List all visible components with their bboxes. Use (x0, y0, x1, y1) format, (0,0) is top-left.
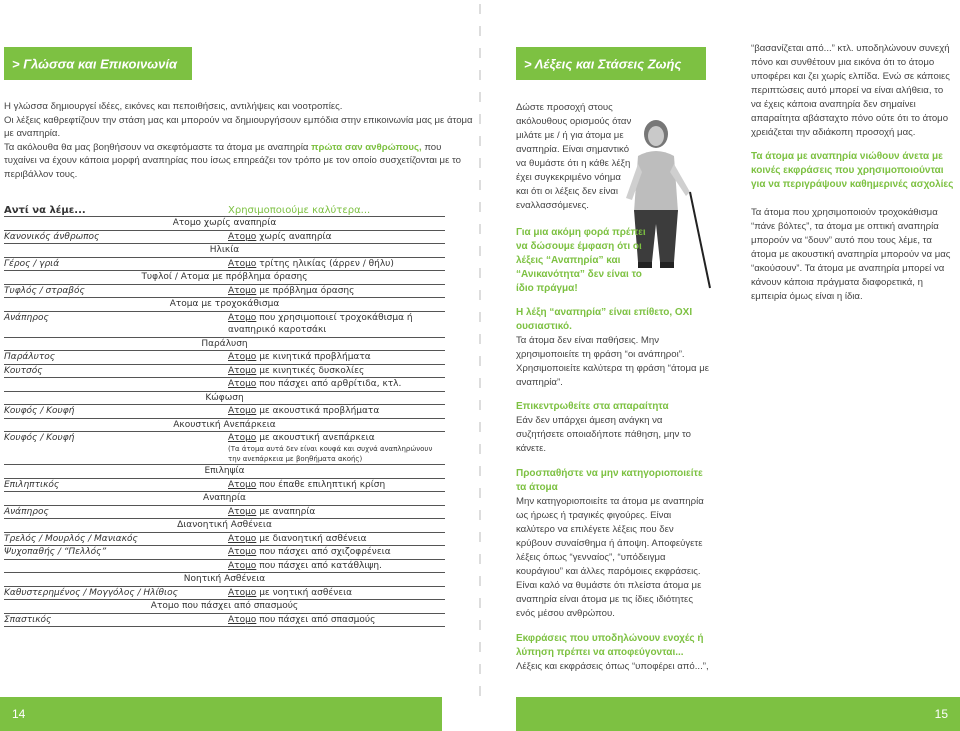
table-category: Επιληψία (4, 465, 445, 479)
table-row (4, 365, 445, 379)
preferred-term-rest: που πάσχει από σπασμούς (256, 614, 376, 625)
preferred-term-rest: με αναπηρία (256, 506, 316, 517)
preferred-term-rest: με ακουστική ανεπάρκεια (256, 433, 375, 443)
spine-dash (479, 598, 481, 608)
table-row (4, 231, 445, 245)
spine-dash (479, 334, 481, 344)
section-title: > Λέξεις και Στάσεις Ζωής (524, 56, 682, 71)
preferred-term (228, 432, 445, 464)
footer-bar-left (0, 697, 442, 731)
spine-dash (479, 378, 481, 388)
spine-dash (479, 48, 481, 58)
preferred-term-lead: Ατομο (228, 231, 257, 242)
preferred-term-lead: Ατομο (228, 406, 257, 416)
heading-no-categorize: Προσπαθήστε να μην κατηγοριοποιείτε τα άτομα (516, 468, 703, 493)
preferred-term-lead: Ατομο (228, 312, 257, 323)
section-title: > Γλώσσα και Επικοινωνία (12, 56, 178, 71)
spine-dash (479, 510, 481, 520)
intro-line-1: Η γλώσσα δημιουργεί ιδέες, εικόνες και πεποιθήσεις, αντιλήψεις και νοοτροπίες. (4, 101, 343, 112)
preferred-term (228, 587, 445, 600)
table-category: Νοητική Ασθένεια (4, 573, 445, 587)
paragraph-common-expressions: Τα άτομα που χρησιμοποιούν τροχοκάθισμα “πάνε βόλτες”, τα άτομα με οπτική αναπηρία μπορούν να “δουν” αυτό που τους λέμε, τα άτομα με ακουστική αναπηρία μπορούν να μας “ακούσουν”. Τα άτομα με αναπηρία μπορεί να κάνουν κάποια πράγματα διαφορετικά, η εμπειρία όμως είναι η ίδια. (751, 207, 951, 302)
section-header-language (4, 47, 192, 80)
preferred-term (228, 560, 445, 573)
spine-dash (479, 532, 481, 542)
table-row (4, 587, 445, 601)
preferred-term-lead: Ατομο (228, 614, 257, 625)
preferred-term-note: (Τα άτομα αυτά δεν είναι κουφά και συχνά αναπληρώνουν την ανεπάρκεια με βοηθήματα ακοής) (228, 445, 433, 463)
preferred-term-rest: που πάσχει από κατάθλιψη. (256, 560, 382, 571)
preferred-term-rest: με κινητικές δυσκολίες (256, 365, 365, 376)
spine-dash (479, 466, 481, 476)
table-category: Διανοητική Ασθένεια (4, 519, 445, 533)
preferred-term (228, 231, 445, 244)
intro-part: που τυχαίνει να έχουν κάποια μορφή αναπηρίας που ίσως επηρεάζει τον τρόπο με τον οποίο συσχετίζονται με το περιβάλλον τους. (4, 141, 462, 180)
preferred-term-lead: Ατομο (228, 506, 257, 517)
table-row (4, 312, 445, 338)
spine-dash (479, 92, 481, 102)
paragraph-avoid-pity: Λέξεις και εκφράσεις όπως “υποφέρει από...”, (516, 661, 709, 672)
preferred-term-lead: Ατομο (228, 547, 257, 557)
table-category: Ηλικία (4, 244, 445, 258)
spine-dash (479, 4, 481, 14)
intro-emphasis: πρώτα σαν ανθρώπους, (311, 141, 422, 153)
preferred-term (228, 506, 445, 519)
spine-dash (479, 488, 481, 498)
spine-dash (479, 576, 481, 586)
preferred-term (228, 378, 445, 391)
preferred-term-rest: που έπαθε επιληπτική κρίση (256, 479, 386, 490)
preferred-term-lead: Ατομο (228, 352, 257, 362)
spine-dash (479, 356, 481, 366)
intro-line-3 (4, 141, 474, 182)
heading-avoid-pity: Εκφράσεις που υποδηλώνουν ενοχές ή λύπηση πρέπει να αποφεύγονται... (516, 633, 704, 658)
term-to-avoid: Σπαστικός (4, 614, 52, 625)
intro-text (4, 100, 474, 181)
preferred-term (228, 285, 445, 298)
term-to-avoid (4, 378, 228, 391)
emphasis-heading-2: Η λέξη “αναπηρία” είναι επίθετο, ΟΧΙ ουσιαστικό. (516, 307, 693, 332)
spine-dash (479, 620, 481, 630)
preferred-term-lead: Ατομο (228, 560, 257, 571)
right-column-text (516, 226, 711, 674)
term-to-avoid: Ανάπηρος (4, 312, 49, 323)
heading-common-expressions: Τα άτομα με αναπηρία νιώθουν άνετα με κοινές εκφράσεις που χρησιμοποιούνται για να περιγράψουν καθημερινές ασχολίες (751, 151, 954, 190)
spine-dash (479, 554, 481, 564)
spine-dash (479, 268, 481, 278)
preferred-term (228, 258, 445, 271)
preferred-term (228, 614, 445, 627)
footer-bar-right (516, 697, 960, 731)
table-category: Παράλυση (4, 338, 445, 352)
preferred-term (228, 405, 445, 418)
spine-dash (479, 202, 481, 212)
terminology-table (4, 200, 445, 627)
term-to-avoid: Επιληπτικός (4, 479, 60, 490)
preferred-term (228, 312, 445, 337)
term-to-avoid: Τρελός / Μουρλός / Μανιακός (4, 533, 138, 544)
preferred-term-lead: Ατομο (228, 258, 257, 269)
table-header (4, 200, 445, 217)
term-to-avoid: Κουφός / Κουφή (4, 433, 75, 443)
preferred-term-lead: Ατομο (228, 433, 257, 443)
spine-dash (479, 290, 481, 300)
preferred-term-rest: τρίτης ηλικίας (άρρεν / θήλυ) (256, 258, 394, 269)
term-to-avoid: Παράλυτος (4, 352, 56, 362)
preferred-term-rest: χωρίς αναπηρία (256, 231, 332, 242)
table-body (4, 217, 445, 627)
section-header-words (516, 47, 706, 80)
term-to-avoid: Γέρος / γριά (4, 258, 60, 269)
spine-dash (479, 158, 481, 168)
table-category: Τυφλοί / Ατομα με πρόβλημα όρασης (4, 271, 445, 285)
term-to-avoid (4, 560, 228, 573)
spine-dash (479, 26, 481, 36)
preferred-term-rest: που χρησιμοποιεί τροχοκάθισμα ή αναπηρικό καροτσάκι (228, 312, 413, 335)
table-row (4, 506, 445, 520)
table-category: Ατομο χωρίς αναπηρία (4, 217, 445, 231)
preferred-term-lead: Ατομο (228, 533, 257, 544)
definitions-paragraph: Δώστε προσοχή στους ακόλουθους ορισμούς όταν μιλάτε με / ή για άτομα με αναπηρία. Είναι σημαντικό να θυμάστε ότι η κάθε λέξη έχει συγκεκριμένο νόημα και ότι οι λέξεις δεν είναι εναλλασσόμενες. (516, 102, 632, 211)
preferred-term-rest: που πάσχει από σχιζοφρένεια (256, 547, 391, 557)
term-to-avoid: Ανάπηρος (4, 506, 49, 517)
spine-dash (479, 444, 481, 454)
table-row (4, 258, 445, 272)
spine-dash (479, 246, 481, 256)
table-row (4, 432, 445, 465)
preferred-term-lead: Ατομο (228, 479, 257, 490)
page-number: 14 (12, 707, 26, 721)
term-to-avoid: Τυφλός / στραβός (4, 285, 85, 296)
preferred-term-rest: με πρόβλημα όρασης (256, 285, 355, 296)
spine-dash (479, 136, 481, 146)
preferred-term-lead: Ατομο (228, 285, 257, 296)
preferred-term (228, 546, 445, 559)
spine-dash (479, 642, 481, 652)
table-row (4, 560, 445, 574)
term-to-avoid: Κουφός / Κουφή (4, 406, 75, 416)
preferred-term (228, 533, 445, 546)
table-row (4, 285, 445, 299)
preferred-term-lead: Ατομο (228, 365, 257, 376)
page-number: 15 (934, 707, 948, 721)
table-category: Ακουστική Ανεπάρκεια (4, 419, 445, 433)
heading-focus-essentials: Επικεντρωθείτε στα απαραίτητα (516, 401, 669, 412)
preferred-term-rest: με διανοητική ασθένεια (256, 533, 367, 544)
preferred-term-lead: Ατομο (228, 587, 257, 598)
header-instead: Αντί να λέμε... (4, 205, 86, 216)
term-to-avoid: Ψυχοπαθής / “Πελλός” (4, 547, 107, 557)
intro-line-2: Οι λέξεις καθρεφτίζουν την στάση μας και μπορούν να δημιουργήσουν εμπόδια στην επικοινωνία μας με άτομα με αναπηρία. (4, 114, 473, 139)
table-category: Ατομα με τροχοκάθισμα (4, 298, 445, 312)
spine-dash (479, 664, 481, 674)
term-to-avoid: Καθυστερημένος / Μογγόλος / Ηλίθιος (4, 587, 178, 598)
table-row (4, 351, 445, 365)
spine-dash (479, 312, 481, 322)
table-row (4, 614, 445, 628)
table-category: Ατομο που πάσχει από σπασμούς (4, 600, 445, 614)
paragraph-no-categorize: Μην κατηγοριοποιείτε τα άτομα με αναπηρία ως ήρωες ή τραγικές φιγούρες. Είναι καλύτερο να επιλέγετε λέξεις που δεν κρύβουν συναίσθημα ή άποψη. Αποφεύγετε λέξεις όπως “γενναίος”, “υπόδειγμα κουράγιου” και άλλες παρόμοιες εκφράσεις. Είναι καλό να θυμάστε ότι πλείστα άτομα με αναπηρία είναι άτομα με τις ίδιες ιδιότητες ενός μέσου ανθρώπου. (516, 496, 704, 619)
spine-dash (479, 70, 481, 80)
term-to-avoid: Κανονικός άνθρωπος (4, 231, 100, 242)
paragraph-focus-essentials: Εάν δεν υπάρχει άμεση ανάγκη να συζητήσετε οποιαδήποτε πάθηση, μην το κάνετε. (516, 415, 692, 454)
paragraph-conditions: Τα άτομα δεν είναι παθήσεις. Μην χρησιμοποιείτε τη φράση “οι ανάπηροι”. Χρησιμοποιείτε καλύτερα τη φράση “άτομα με αναπηρία”. (516, 335, 710, 388)
preferred-term-lead: Ατομο (228, 379, 257, 389)
preferred-term-rest: με ακουστικά προβλήματα (256, 406, 380, 416)
preferred-term-rest: με κινητικά προβλήματα (256, 352, 371, 362)
spine-dash (479, 400, 481, 410)
table-row (4, 533, 445, 547)
table-row (4, 546, 445, 560)
preferred-term-rest: που πάσχει από αρθρίτιδα, κτλ. (256, 379, 402, 389)
emphasis-heading-1: Για μια ακόμη φορά πρέπει να δώσουμε έμφαση ότι οι λέξεις “Αναπηρία” και “Ανικανότητα” δεν είναι το ίδιο πράγμα! (516, 227, 646, 294)
spine-dash (479, 686, 481, 696)
spine-dash (479, 180, 481, 190)
paragraph-suffering: “βασανίζεται από...” κτλ. υποδηλώνουν συνεχή πόνο και συνθέτουν μια εικόνα ότι το άτομο υποφέρει και ζει χωρίς ελπίδα. Ενώ σε κάποιες περιπτώσεις αυτό μπορεί να είναι αλήθεια, το να έχεις κάποια αναπηρία δεν σημαίνει απαραίτητα αβάσταχτο πόνο ούτε ότι το άτομο χρειάζεται την αδιάκοπη προσοχή μας. (751, 43, 950, 138)
far-right-column (751, 42, 956, 304)
spine-dash (479, 422, 481, 432)
table-category: Αναπηρία (4, 492, 445, 506)
preferred-term (228, 479, 445, 492)
term-to-avoid: Κουτσός (4, 365, 43, 376)
spine-dash (479, 114, 481, 124)
intro-part: Τα ακόλουθα θα μας βοηθήσουν να σκεφτόμαστε τα άτομα με αναπηρία (4, 141, 312, 153)
preferred-term (228, 365, 445, 378)
table-row (4, 479, 445, 493)
header-better: Χρησιμοποιούμε καλύτερα... (228, 205, 371, 216)
table-row (4, 405, 445, 419)
preferred-term-rest: με νοητική ασθένεια (256, 587, 353, 598)
table-category: Κώφωση (4, 392, 445, 406)
table-row (4, 378, 445, 392)
preferred-term (228, 351, 445, 364)
spine-dash (479, 224, 481, 234)
